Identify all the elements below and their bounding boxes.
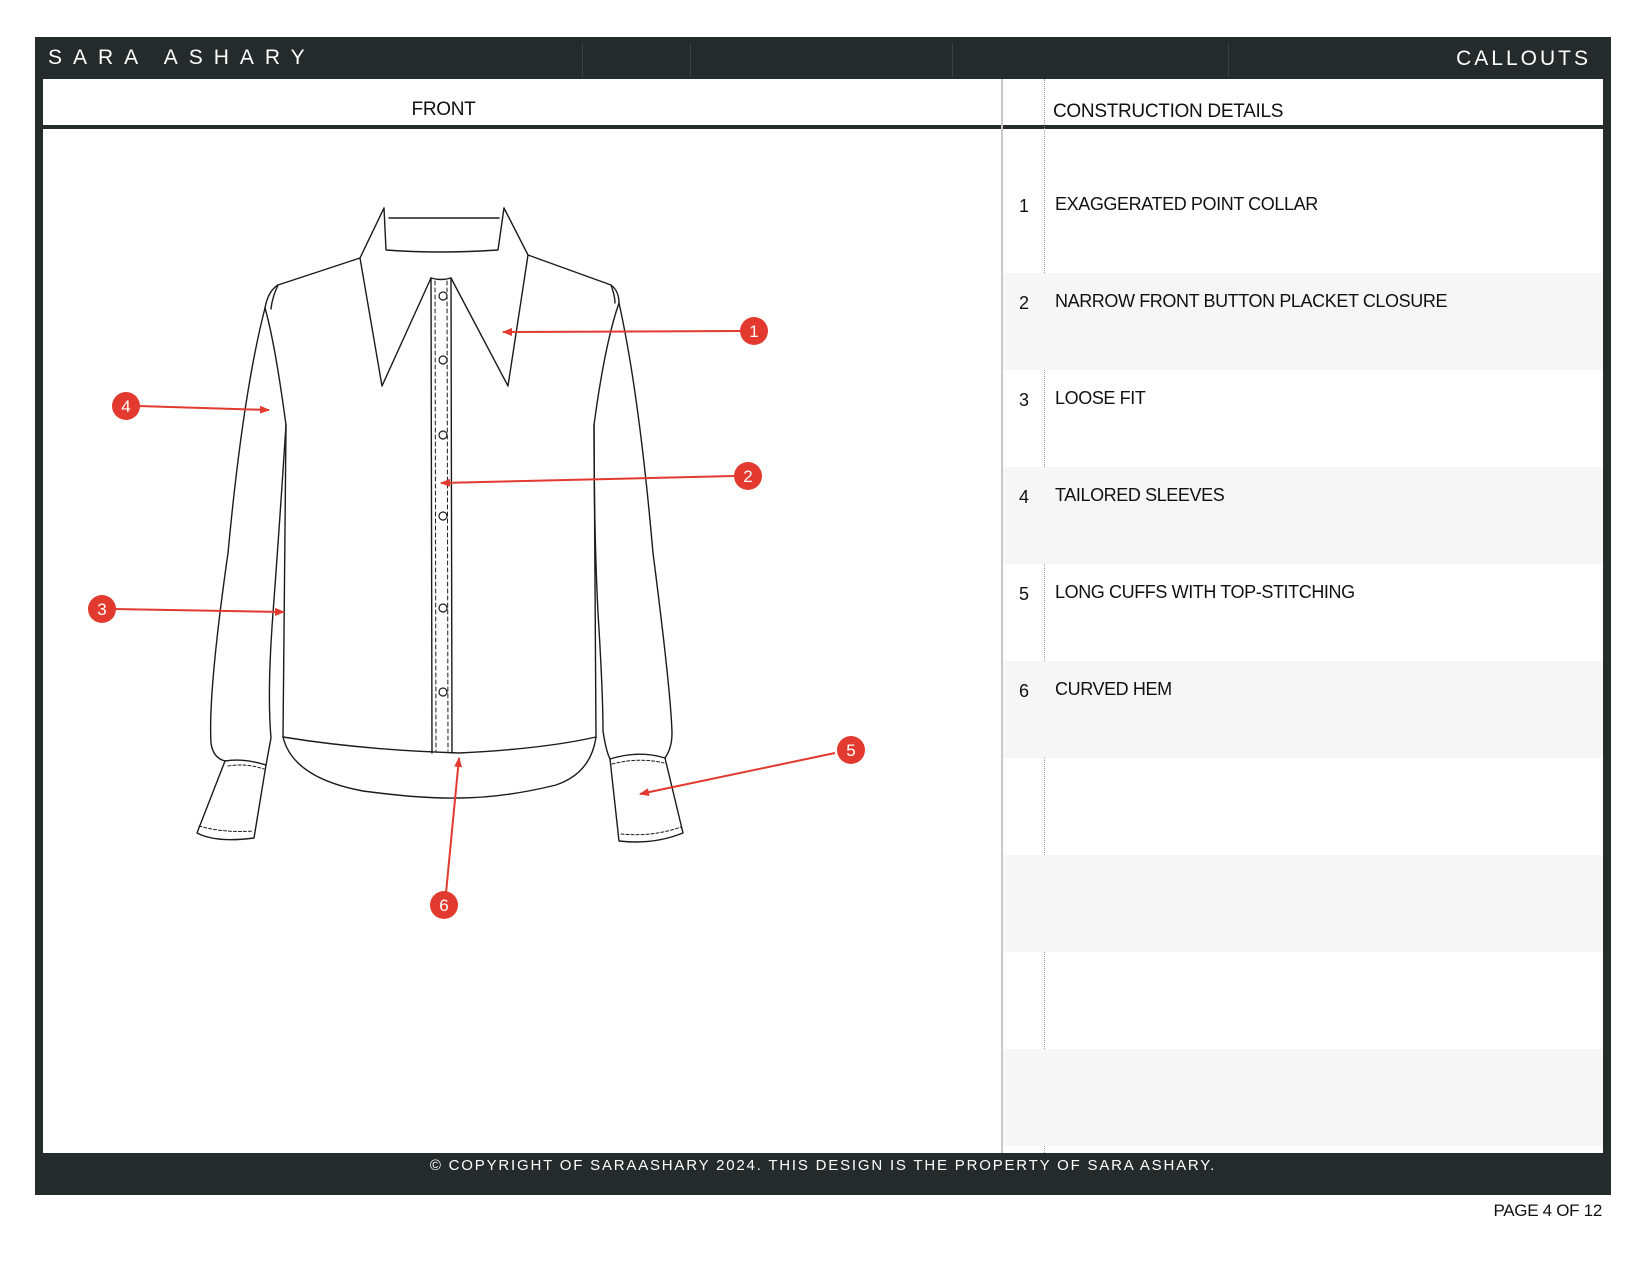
row-number: 5: [1019, 584, 1030, 604]
page-title: CALLOUTS: [1456, 47, 1591, 70]
callout-marker-2: [734, 462, 762, 490]
details-title: CONSTRUCTION DETAILS: [1053, 101, 1284, 122]
button-icon: [439, 688, 447, 696]
table-row: [1003, 273, 1603, 370]
callout-4-arrow: [138, 406, 269, 410]
callout-2-arrow: [441, 476, 734, 483]
header-divider: [690, 43, 691, 77]
table-row: [1003, 661, 1603, 758]
table-row: [1003, 467, 1603, 564]
callout-marker-5: [837, 736, 865, 764]
row-number: 3: [1019, 390, 1030, 410]
copyright-notice: © COPYRIGHT OF SARAASHARY 2024. THIS DESIGN IS THE PROPERTY OF SARA ASHARY.: [429, 1157, 1217, 1174]
callout-arrows: [113, 331, 835, 893]
page-number: PAGE 4 OF 12: [1493, 1201, 1602, 1220]
front-column-header: [43, 79, 1001, 129]
brand-name: SARA ASHARY: [48, 46, 316, 69]
header-divider: [582, 43, 583, 77]
callout-marker-3: [88, 595, 116, 623]
content-area: [43, 79, 1603, 1153]
row-label: LOOSE FIT: [1055, 388, 1146, 408]
row-label: TAILORED SLEEVES: [1055, 485, 1225, 505]
table-row-empty: [1003, 952, 1603, 1049]
details-column-header: [1001, 79, 1603, 129]
table-row-empty: [1003, 855, 1603, 952]
row-number: 1: [1019, 196, 1030, 216]
row-label: NARROW FRONT BUTTON PLACKET CLOSURE: [1055, 291, 1448, 311]
table-row-empty: [1003, 758, 1603, 855]
shirt-outline: [197, 208, 683, 842]
button-icon: [439, 512, 447, 520]
header-bar: [35, 37, 1611, 79]
button-icon: [439, 292, 447, 300]
callout-marker-4: [112, 392, 140, 420]
svg-text:3: 3: [97, 600, 107, 619]
callout-marker-6: [430, 891, 458, 919]
row-label: CURVED HEM: [1055, 679, 1172, 699]
table-row-empty: [1003, 1049, 1603, 1146]
svg-text:1: 1: [749, 322, 759, 341]
placket-buttons: [439, 292, 447, 696]
row-label: LONG CUFFS WITH TOP-STITCHING: [1055, 582, 1355, 602]
table-row: [1003, 370, 1603, 467]
callout-marker-1: [740, 317, 768, 345]
table-row: [1003, 564, 1603, 661]
callout-3-arrow: [113, 609, 284, 612]
callout-6-arrow: [446, 758, 459, 893]
button-icon: [439, 604, 447, 612]
spec-sheet: [35, 37, 1611, 1195]
header-divider: [952, 43, 953, 77]
construction-details-table: [1003, 176, 1603, 1146]
shirt-technical-drawing: [43, 133, 1001, 1153]
svg-text:6: 6: [439, 896, 449, 915]
front-title: FRONT: [411, 99, 476, 120]
row-label: EXAGGERATED POINT COLLAR: [1055, 194, 1318, 214]
svg-text:4: 4: [121, 397, 131, 416]
table-row: [1003, 176, 1603, 273]
header-divider: [1228, 43, 1229, 77]
row-number: 4: [1019, 487, 1030, 507]
row-number: 6: [1019, 681, 1030, 701]
button-icon: [439, 431, 447, 439]
svg-text:2: 2: [743, 467, 753, 486]
button-icon: [439, 356, 447, 364]
row-number: 2: [1019, 293, 1030, 313]
callout-1-arrow: [503, 331, 740, 332]
svg-text:5: 5: [846, 741, 856, 760]
